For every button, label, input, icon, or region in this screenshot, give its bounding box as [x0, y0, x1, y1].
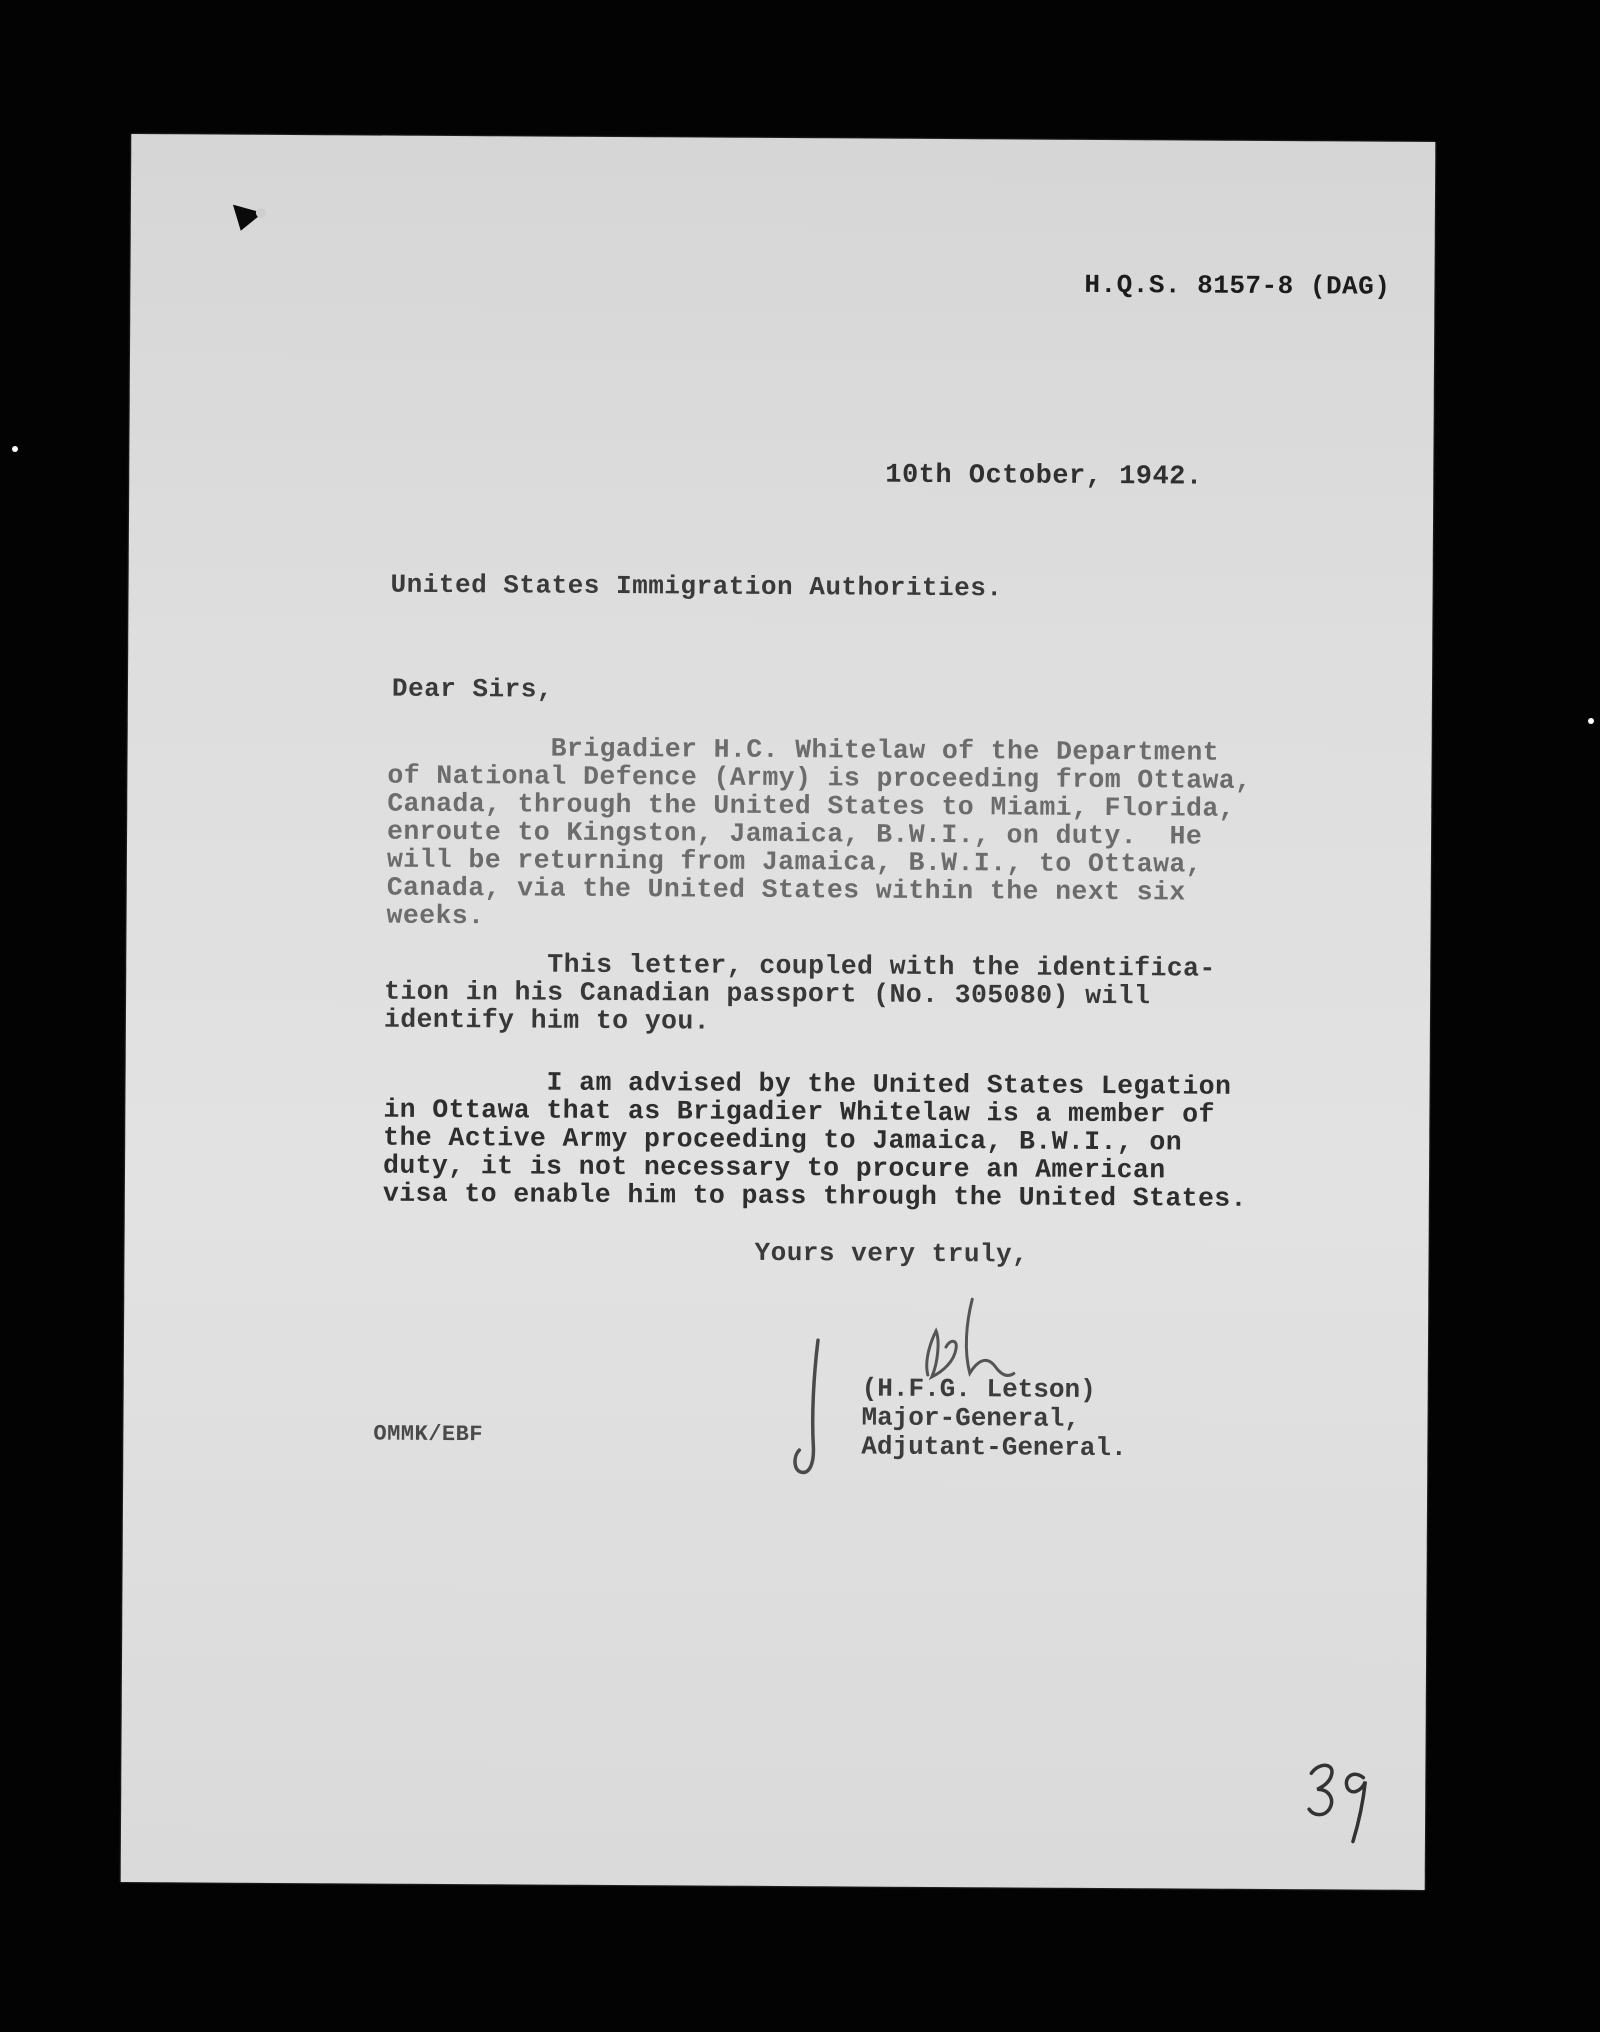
letter-sheet: [121, 134, 1436, 1890]
punch-hole-icon: [231, 199, 271, 235]
file-reference: H.Q.S. 8157-8 (DAG): [1084, 269, 1391, 302]
paragraph-identification: This letter, coupled with the identifica- tion in his Canadian passport (No. 305080) will identify him to you.: [383, 948, 1216, 1037]
handwritten-page-number: [1301, 1755, 1382, 1845]
letter-date: 10th October, 1942.: [885, 460, 1203, 493]
signatory-block: (H.F.G. Letson) Major-General, Adjutant-General.: [861, 1373, 1127, 1464]
paragraph-visa-exemption: I am advised by the United States Legation in Ottawa that as Brigadier Whitelaw is a member of the Active Army proceeding to Jamaica, B.W.I., on duty, it is not necessary to procure an American visa to enable him to pass through the United States.: [382, 1066, 1248, 1214]
addressee: United States Immigration Authorities.: [390, 569, 1003, 604]
complimentary-close: Yours very truly,: [754, 1237, 1029, 1270]
salutation: Dear Sirs,: [391, 673, 554, 705]
paragraph-travel-details: Brigadier H.C. Whitelaw of the Department of National Defence (Army) is proceeding from Ottawa, Canada, through the United States to Miami, Florida, enroute to Kingston, Jamaica, B.W.I., on duty. He will be returning from Jamaica, B.W.I., to Ottawa, Canada, via the United States within the next six weeks.: [386, 732, 1252, 932]
signature-mark: [783, 1334, 834, 1484]
scan-speck: [1588, 718, 1594, 724]
typist-initials: OMMK/EBF: [373, 1421, 484, 1448]
scan-speck: [12, 446, 18, 452]
